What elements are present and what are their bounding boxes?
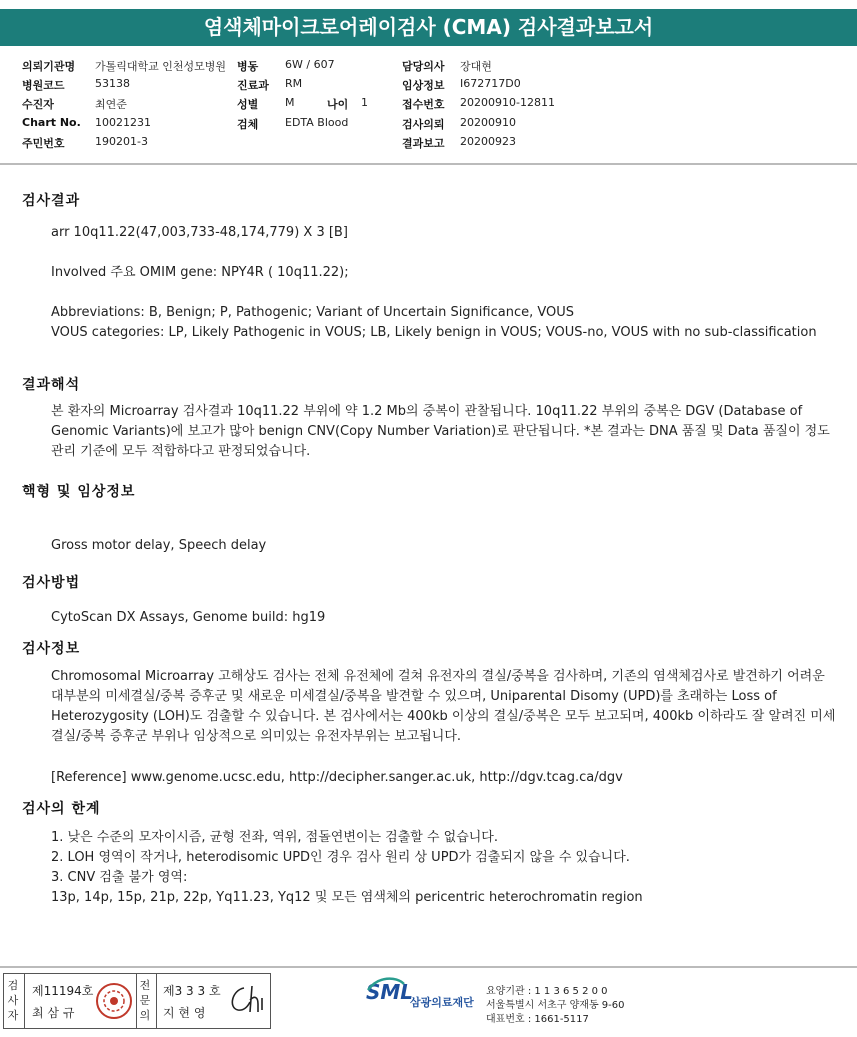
interpretation-text: 본 환자의 Microarray 검사결과 10q11.22 부위에 약 1.2 Mb의 중복이 관찰됩니다. 10q11.22 부위의 중복은 DGV (Database of Genomic Variants)에 보고가 많아 benign CNV(Copy Number Variation)로 판단됩니다. *본 결과는 DNA 품질 및 Data 품질이 정도 관리 기준에 모두 적합하다고 판정되었습니다. <box>51 404 830 459</box>
doctor-value: 장대현 <box>460 60 492 73</box>
signature-box-separator <box>156 974 157 1028</box>
karyotype-section-title: 핵형 및 임상정보 <box>22 484 136 500</box>
footer-divider <box>0 966 857 968</box>
recipient-value: 최연준 <box>95 98 127 111</box>
resident-no-value: 190201-3 <box>95 135 148 148</box>
interpretation-section-title: 결과해석 <box>22 377 81 393</box>
specimen-label: 검체 <box>237 118 259 131</box>
signature-box-separator <box>136 974 137 1028</box>
logo-text: SML <box>366 980 414 1004</box>
result-line-gene: Involved 주요 OMIM gene: NPY4R ( 10q11.22); <box>51 265 349 280</box>
company-name: 삼광의료재단 <box>410 996 474 1009</box>
receipt-no-label: 접수번호 <box>402 98 445 111</box>
specialist-vertical-label: 전문의 <box>139 979 151 1022</box>
request-date-value: 20200910 <box>460 116 516 129</box>
chart-no-value: 10021231 <box>95 116 151 129</box>
signature-box-separator <box>24 974 25 1028</box>
header-divider <box>0 163 857 165</box>
hospital-code-label: 병원코드 <box>22 79 65 92</box>
result-line-vous-categories: VOUS categories: LP, Likely Pathogenic in VOUS; LB, Likely benign in VOUS; VOUS-no, VOUS with no sub-classification <box>51 325 817 340</box>
tester-name: 최 삼 규 <box>32 1006 75 1020</box>
specialist-license: 제3 3 3 호 <box>163 984 221 998</box>
specialist-name: 지 현 영 <box>163 1006 206 1020</box>
doctor-label: 담당의사 <box>402 60 445 73</box>
limits-item-2: 2. LOH 영역이 작거나, heterodisomic UPD인 경우 검사 원리 상 UPD가 검출되지 않을 수 있습니다. <box>51 850 630 865</box>
info-text: Chromosomal Microarray 고해상도 검사는 전체 유전체에 걸쳐 유전자의 결실/중복을 검사하며, 기존의 염색체검사로 발견하기 어려운 대부분의 미세결실/중복 증후군 및 새로운 미세결실/중복을 발견할 수 있으며, Uniparental Disomy (UPD)를 초래하는 Loss of Heterozygosity (LOH)도 검출할 수 있습니다. 본 검사에서는 400kb 이상의 결실/중복은 모두 보고되며, 400kb 이하라도 잘 알려진 미세결실/중복 증후군 부위나 임상적으로 의미있는 유전자부위는 보고됩니다. <box>51 669 836 744</box>
tester-license: 제11194호 <box>32 984 94 998</box>
signature-box <box>3 973 271 1029</box>
sml-logo <box>366 980 413 1004</box>
method-text: CytoScan DX Assays, Genome build: hg19 <box>51 610 326 625</box>
method-section-title: 검사방법 <box>22 575 81 591</box>
company-address: 서울특별시 서초구 양재동 9-60 <box>486 1000 625 1011</box>
institution-code: 요양기관 : 1 1 3 6 5 2 0 0 <box>486 986 608 997</box>
department-value: RM <box>285 77 303 90</box>
patient-info-grid <box>0 56 857 158</box>
info-reference: [Reference] www.genome.ucsc.edu, http://decipher.sanger.ac.uk, http://dgv.tcag.ca/dgv <box>51 770 623 785</box>
receipt-no-value: 20200910-12811 <box>460 96 555 109</box>
recipient-label: 수진자 <box>22 98 54 111</box>
clinical-info-value: I672717D0 <box>460 77 521 90</box>
age-label: 나이 <box>327 98 349 111</box>
limits-item-1: 1. 낮은 수준의 모자이시즘, 균형 전좌, 역위, 점돌연변이는 검출할 수 없습니다. <box>51 830 498 845</box>
specimen-value: EDTA Blood <box>285 116 349 129</box>
report-date-value: 20200923 <box>460 135 516 148</box>
request-date-label: 검사의뢰 <box>402 118 445 131</box>
karyotype-text: Gross motor delay, Speech delay <box>51 538 267 553</box>
sex-label: 성별 <box>237 98 259 111</box>
specialist-signature-icon <box>224 982 268 1018</box>
ward-value: 6W / 607 <box>285 58 335 71</box>
hospital-code-value: 53138 <box>95 77 130 90</box>
institution-value: 가톨릭대학교 인천성모병원 <box>95 60 227 73</box>
tester-vertical-label: 검사자 <box>7 979 19 1022</box>
resident-no-label: 주민번호 <box>22 137 65 150</box>
report-date-label: 결과보고 <box>402 137 445 150</box>
clinical-info-label: 임상정보 <box>402 79 445 92</box>
result-section-title: 검사결과 <box>22 193 81 209</box>
limits-section-title: 검사의 한계 <box>22 801 101 817</box>
department-label: 진료과 <box>237 79 269 92</box>
result-line-abbreviations: Abbreviations: B, Benign; P, Pathogenic; Variant of Uncertain Significance, VOUS <box>51 305 575 320</box>
limits-item-3: 3. CNV 검출 불가 영역: <box>51 870 188 885</box>
tester-seal-icon <box>94 981 134 1021</box>
age-value: 1 <box>361 96 368 109</box>
logo-swoosh-icon <box>364 976 406 1010</box>
institution-label: 의뢰기관명 <box>22 60 76 73</box>
info-section-title: 검사정보 <box>22 641 81 657</box>
report-title: 염색체마이크로어레이검사 (CMA) 검사결과보고서 <box>0 9 857 46</box>
company-phone: 대표번호 : 1661-5117 <box>486 1014 589 1025</box>
chart-no-label: Chart No. <box>22 116 81 129</box>
ward-label: 병동 <box>237 60 259 73</box>
limits-item-4: 13p, 14p, 15p, 21p, 22p, Yq11.23, Yq12 및 모든 염색체의 pericentric heterochromatin region <box>51 890 643 905</box>
sex-value: M <box>285 96 295 109</box>
result-line-arr: arr 10q11.22(47,003,733-48,174,779) X 3 [B] <box>51 225 348 240</box>
